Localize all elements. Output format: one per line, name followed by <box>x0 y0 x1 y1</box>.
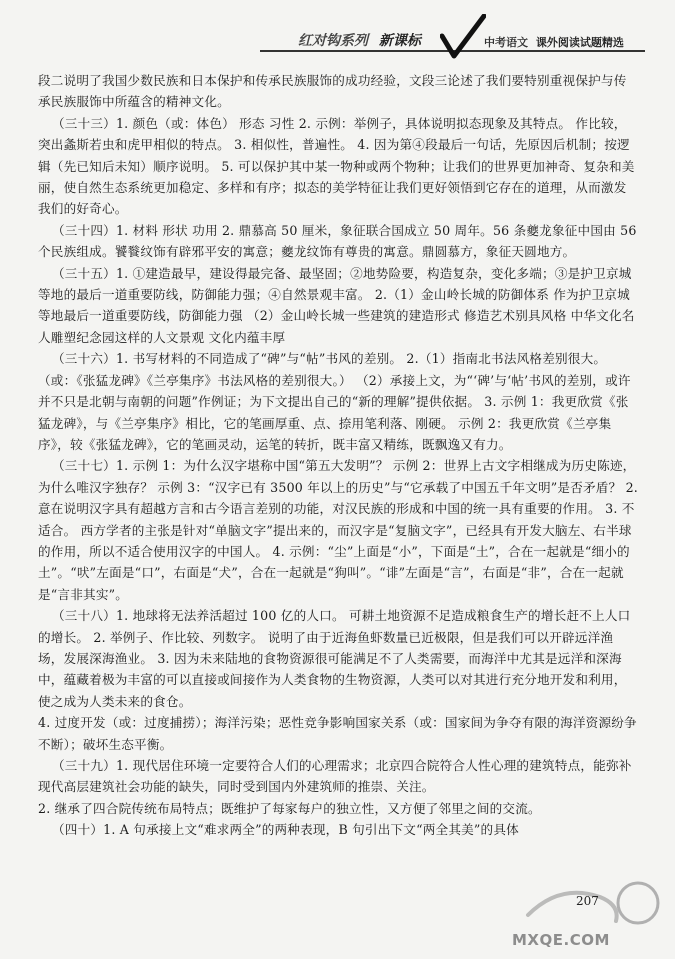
subject-label: 中考语文 <box>484 36 528 49</box>
paragraph-33: （三十三）1. 颜色（或：体色） 形态 习性 2. 示例：举例子，具体说明拟态现象及其特点。 作比较，突出螽斯若虫和虎甲相似的特点。 3. 相似性，普遍性。 4. 因为第④段最后一句话，先原因后机制；按逻辑（先已知后未知）顺序说明。 5. 可以保护其中某一物种或两个物种；让我们的世界更加神奇、复杂和美丽，使自然生态系统更加稳定、多样和有序；拟态的美学特征让我们更好领悟到它存在的道理，从而激发我们的好奇心。 <box>38 115 635 217</box>
edition-label: 新课标 <box>378 33 421 49</box>
paragraph-37: （三十七）1. 示例 1：为什么汉字堪称中国“第五大发明”？ 示例 2：世界上古文字相继成为历史陈迹，为什么唯汉字独存？ 示例 3：“汉字已有 3500 年以上的历史”与“它承载了中国五千年文明”是否矛盾？ 2. 意在说明汉字具有超越方言和古今语言差别的功能，对汉民族的形成和中国的统一具有重要的作用。 3. 不适合。 西方学者的主张是针对“单脑文字”提出来的，而汉字是“复脑文字”，已经具有开发大脑左、右半球的作用，所以不适合使用汉字的中国人。 4. 示例：“尘”上面是“小”，下面是“土”，合在一起就是“细小的土”。“吠”左面是“口”，右面是“犬”，合在一起就是“狗叫”。“诽”左面是“言”，右面是“非”，合在一起就是“言非其实”。 <box>38 458 639 602</box>
paragraph-34: （三十四）1. 材料 形状 功用 2. 鼎慕高 50 厘米，象征联合国成立 50 周年。56 条夔龙象征中国由 56 个民族组成。饕餮纹饰有辟邪平安的寓意；夔龙纹饰有尊贵的寓意。鼎圆慕方，象征天圆地方。 <box>38 222 637 260</box>
answer-content <box>38 70 638 841</box>
paragraph-39: （三十九）1. 现代居住环境一定要符合人们的心理需求；北京四合院符合人性心理的建筑特点，能弥补现代高层建筑社会功能的缺失，同时受到国内外建筑师的推崇、关注。 <box>38 758 632 795</box>
paragraph-36: （三十六）1. 书写材料的不同造成了“碑”与“帖”书风的差别。 2.（1）指南北书法风格差别很大。（或：《张猛龙碑》《兰亭集序》书法风格的差别很大。） （2）承接上文，为“‘碑’与‘帖’书风的差别，或许并不只是北朝与南朝的问题”作例证；为下文提出自己的“新的理解”提供依据。 3. 示例 1：我更欣赏《张猛龙碑》，与《兰亭集序》相比，它的笔画厚重、点、捺用笔利落、刚硬。 示例 2：我更欣赏《兰亭集序》，较《张猛龙碑》，它的笔画灵动，运笔的转折，既丰富又精练，既飘逸又有力。 <box>38 351 631 452</box>
series-title <box>298 30 421 50</box>
book-name: 课外阅读试题精选 <box>535 36 624 49</box>
paragraph-40: （四十）1. A 句承接上文“难求两全”的两种表现，B 句引出下文“两全其美”的具体 <box>52 822 519 838</box>
paragraph-0: 段二说明了我国少数民族和日本保护和传承民族服饰的成功经验，文段三论述了我们要特别重视保护与传承民族服饰中所蕴含的精神文化。 <box>38 73 627 110</box>
series-name: 红对钩系列 <box>298 33 368 49</box>
watermark-text: MXQE.COM <box>512 931 610 949</box>
checkmark-logo-icon <box>440 14 486 64</box>
paragraph-39-item2: 2. 继承了四合院传统布局特点；既维护了每家每户的独立性，又方便了邻里之间的交流。 <box>38 800 541 816</box>
book-title <box>484 34 624 50</box>
paragraph-38-item4: 4. 过度开发（或：过度捕捞）；海洋污染；恶性竞争影响国家关系（或：国家间为争夺有限的海洋资源纷争不断）；破坏生态平衡。 <box>38 715 637 752</box>
paragraph-38: （三十八）1. 地球将无法养活超过 100 亿的人口。 可耕土地资源不足造成粮食生产的增长赶不上人口的增长。 2. 举例子、作比较、列数字。 说明了由于近海鱼虾数量已近极限，但是我们可以开辟远洋渔场，发展深海渔业。 3. 因为未来陆地的食物资源很可能满足不了人类需要，而海洋中尤其是远洋和深海中，蕴藏着极为丰富的可以直接或间接作为人类食物的生物资源，人类可以对其进行充分地开发和利用，使之成为人类未来的食仓。 <box>38 608 631 709</box>
paragraph-35: （三十五）1. ①建造最早，建设得最完备、最坚固；②地势险要，构造复杂，变化多端；③是护卫京城等地的最后一道重要防线，防御能力强；④自然景观丰富。 2.（1）金山岭长城的防御体系 作为护卫京城等地最后一道重要防线，防御能力强 （2）金山岭长城一些建筑的建造形式 修造艺术别具风格 中华文化名人雕塑纪念园这样的人文景观 文化内蕴丰厚 <box>38 265 635 345</box>
page-number: 207 <box>576 894 599 908</box>
page-header <box>0 0 675 66</box>
